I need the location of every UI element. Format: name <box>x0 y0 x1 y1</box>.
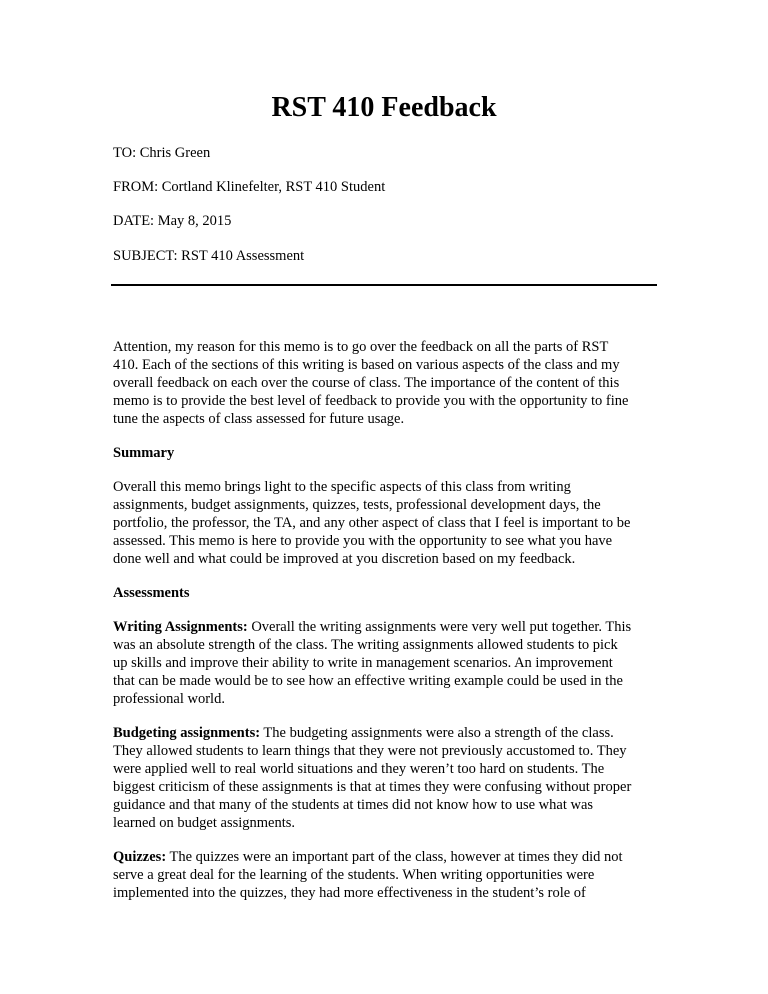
summary-line: done well and what could be improved at you discretion based on my feedback. <box>113 551 576 567</box>
intro-line: overall feedback on each over the course of class. The importance of the content of this <box>113 375 620 391</box>
summary-line: Overall this memo brings light to the specific aspects of this class from writing <box>113 479 571 495</box>
quizzes-paragraph <box>113 848 658 902</box>
writing-assignments-paragraph <box>113 618 658 708</box>
intro-line: Attention, my reason for this memo is to go over the feedback on all the parts of RST <box>113 339 609 355</box>
summary-paragraph <box>113 478 658 568</box>
budgeting-first-line <box>113 724 658 742</box>
intro-line: tune the aspects of class assessed for future usage. <box>113 411 405 427</box>
writing-first-line <box>113 618 658 636</box>
budgeting-line: They allowed students to learn things that they were not previously accustomed to. They <box>113 743 627 759</box>
writing-line: was an absolute strength of the class. The writing assignments allowed students to pick <box>113 637 618 653</box>
quizzes-first-line <box>113 848 658 866</box>
budgeting-line: learned on budget assignments. <box>113 815 296 831</box>
memo-subject: SUBJECT: RST 410 Assessment <box>113 248 305 264</box>
intro-line: memo is to provide the best level of feedback to provide you with the opportunity to fine <box>113 393 629 409</box>
writing-first-text: Overall the writing assignments were very well put together. This <box>247 619 632 635</box>
intro-line: 410. Each of the sections of this writing is based on various aspects of the class and my <box>113 357 620 373</box>
summary-line: assessed. This memo is here to provide you with the opportunity to see what you have <box>113 533 613 549</box>
quizzes-label: Quizzes: <box>113 849 167 865</box>
budgeting-line: biggest criticism of these assignments is that at times they were confusing without proper <box>113 779 632 795</box>
memo-from: FROM: Cortland Klinefelter, RST 410 Student <box>113 179 386 195</box>
summary-heading: Summary <box>113 445 175 461</box>
quizzes-line: implemented into the quizzes, they had more effectiveness in the student’s role of <box>113 885 586 901</box>
summary-line: assignments, budget assignments, quizzes, tests, professional development days, the <box>113 497 601 513</box>
summary-line: portfolio, the professor, the TA, and any other aspect of class that I feel is important to be <box>113 515 631 531</box>
budgeting-label: Budgeting assignments: <box>113 725 261 741</box>
memo-to: TO: Chris Green <box>113 145 211 161</box>
budgeting-line: were applied well to real world situations and they weren’t too hard on students. The <box>113 761 605 777</box>
header-divider <box>111 284 657 286</box>
writing-line: up skills and improve their ability to write in management scenarios. An improvement <box>113 655 613 671</box>
budgeting-assignments-paragraph <box>113 724 658 832</box>
page-title: RST 410 Feedback <box>271 92 497 123</box>
memo-body <box>113 338 658 918</box>
memo-date: DATE: May 8, 2015 <box>113 213 232 229</box>
intro-paragraph <box>113 338 658 428</box>
budgeting-line: guidance and that many of the students at times did not know how to use what was <box>113 797 594 813</box>
writing-line: that can be made would be to see how an effective writing example could be used in the <box>113 673 623 689</box>
quizzes-first-text: The quizzes were an important part of the class, however at times they did not <box>166 849 623 865</box>
quizzes-line: serve a great deal for the learning of the students. When writing opportunities were <box>113 867 595 883</box>
budgeting-first-text: The budgeting assignments were also a strength of the class. <box>260 725 614 741</box>
writing-line: professional world. <box>113 691 225 707</box>
writing-label: Writing Assignments: <box>113 619 248 635</box>
assessments-heading: Assessments <box>113 585 190 601</box>
